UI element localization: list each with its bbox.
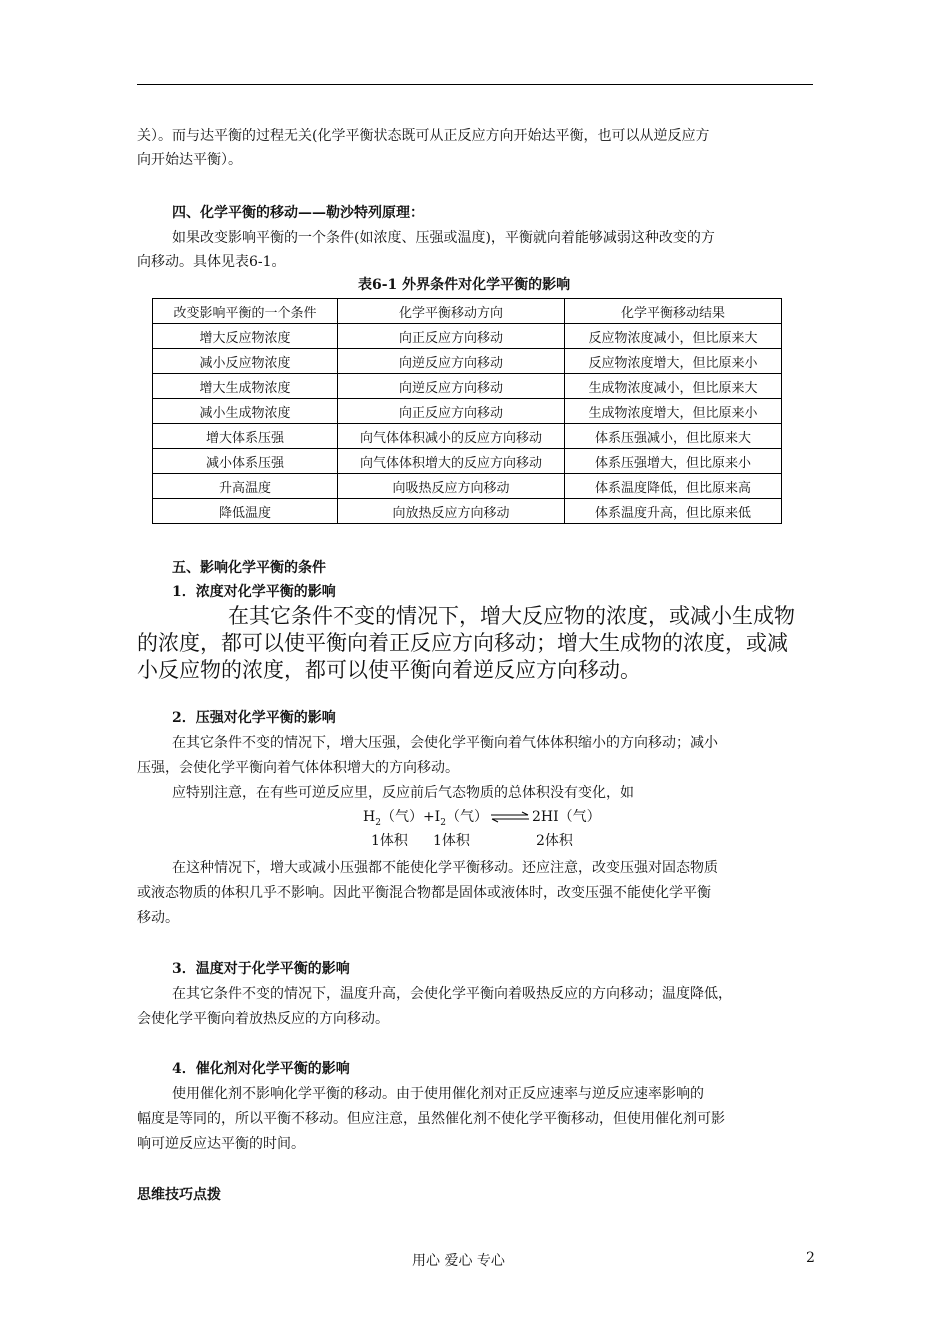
- sub1-line-1: 在其它条件不变的情况下，增大反应物的浓度，或减小生成物: [228, 604, 795, 628]
- section5-heading: 五、影响化学平衡的条件: [172, 560, 326, 576]
- equilibrium-table: [152, 298, 782, 524]
- table-cell: 减小体系压强: [153, 449, 338, 474]
- table-cell: 体系温度升高，但比原来低: [565, 499, 782, 524]
- sub2-p1-line-2: 压强，会使化学平衡向着气体体积增大的方向移动。: [137, 760, 459, 776]
- table-caption: 表6-1 外界条件对化学平衡的影响: [358, 277, 571, 293]
- table-row: [153, 399, 782, 424]
- sub2-p3-line-1: 在这种情况下，增大或减小压强都不能使化学平衡移动。还应注意，改变压强对固态物质: [172, 860, 718, 876]
- eq-h: H: [363, 809, 376, 825]
- sub3-line-1: 在其它条件不变的情况下，温度升高，会使化学平衡向着吸热反应的方向移动；温度降低，: [172, 986, 732, 1002]
- table-cell: 体系压强减小，但比原来大: [565, 424, 782, 449]
- volume-3: 2体积: [536, 833, 573, 849]
- table-row: [153, 324, 782, 349]
- eq-i-state: （气）: [445, 809, 488, 825]
- page-number: 2: [806, 1250, 815, 1266]
- table-cell: 向放热反应方向移动: [338, 499, 565, 524]
- sub1-heading: 1．浓度对化学平衡的影响: [172, 584, 336, 600]
- table-cell: 升高温度: [153, 474, 338, 499]
- intro-line-1: 关）。而与达平衡的过程无关(化学平衡状态既可从正反应方向开始达平衡，也可以从逆反应方: [137, 128, 710, 144]
- sub4-line-2: 幅度是等同的，所以平衡不移动。但应注意，虽然催化剂不使化学平衡移动，但使用催化剂可影: [137, 1111, 725, 1127]
- table-cell: 生成物浓度减小，但比原来大: [565, 374, 782, 399]
- table-cell: 向正反应方向移动: [338, 399, 565, 424]
- table-cell: 向逆反应方向移动: [338, 374, 565, 399]
- table-header-cell: 改变影响平衡的一个条件: [153, 299, 338, 324]
- table-header-cell: 化学平衡移动结果: [565, 299, 782, 324]
- table-header-row: [153, 299, 782, 324]
- volume-1: 1体积: [371, 833, 408, 849]
- eq-h-subscript: 2: [375, 817, 381, 828]
- section4-heading: 四、化学平衡的移动——勒沙特列原理：: [172, 205, 424, 221]
- sub2-p3-line-2: 或液态物质的体积几乎不影响。因此平衡混合物都是固体或液体时，改变压强不能使化学平衡: [137, 885, 711, 901]
- table-cell: 生成物浓度增大，但比原来小: [565, 399, 782, 424]
- sub3-heading: 3．温度对于化学平衡的影响: [172, 961, 350, 977]
- table-cell: 增大体系压强: [153, 424, 338, 449]
- table-cell: 减小反应物浓度: [153, 349, 338, 374]
- sub4-line-1: 使用催化剂不影响化学平衡的移动。由于使用催化剂对正反应速率与逆反应速率影响的: [172, 1086, 704, 1102]
- sub4-line-3: 响可逆反应达平衡的时间。: [137, 1136, 305, 1152]
- footer-motto: 用心 爱心 专心: [412, 1253, 505, 1269]
- table-cell: 向气体体积增大的反应方向移动: [338, 449, 565, 474]
- table-cell: 增大生成物浓度: [153, 374, 338, 399]
- table-cell: 增大反应物浓度: [153, 324, 338, 349]
- table-row: [153, 424, 782, 449]
- table-cell: 向吸热反应方向移动: [338, 474, 565, 499]
- table-row: [153, 349, 782, 374]
- sub3-line-2: 会使化学平衡向着放热反应的方向移动。: [137, 1011, 389, 1027]
- sub2-p2: 应特别注意，在有些可逆反应里，反应前后气态物质的总体积没有变化，如: [172, 785, 634, 801]
- table-cell: 向气体体积减小的反应方向移动: [338, 424, 565, 449]
- table-cell: 体系压强增大，但比原来小: [565, 449, 782, 474]
- table-cell: 降低温度: [153, 499, 338, 524]
- sub1-line-2: 的浓度，都可以使平衡向着正反应方向移动；增大生成物的浓度，或减: [137, 631, 788, 655]
- reversible-arrow-icon: [490, 811, 530, 823]
- sub2-p1-line-1: 在其它条件不变的情况下，增大压强，会使化学平衡向着气体体积缩小的方向移动；减小: [172, 735, 718, 751]
- table-row: [153, 474, 782, 499]
- eq-i-subscript: 2: [440, 817, 446, 828]
- table-cell: 反应物浓度增大，但比原来小: [565, 349, 782, 374]
- section4-para-line-1: 如果改变影响平衡的一个条件(如浓度、压强或温度)，平衡就向着能够减弱这种改变的方: [172, 230, 715, 246]
- table-cell: 体系温度降低，但比原来高: [565, 474, 782, 499]
- volume-2: 1体积: [433, 833, 470, 849]
- section4-para-line-2: 向移动。具体见表6-1。: [137, 254, 286, 270]
- sub2-heading: 2．压强对化学平衡的影响: [172, 710, 336, 726]
- table-row: [153, 374, 782, 399]
- table-header-cell: 化学平衡移动方向: [338, 299, 565, 324]
- table-row: [153, 449, 782, 474]
- intro-line-2: 向开始达平衡）。: [137, 152, 242, 168]
- eq-product: 2HI（气）: [531, 809, 601, 825]
- eq-h-state: （气）+I: [380, 809, 441, 825]
- sub1-line-3: 小反应物的浓度，都可以使平衡向着逆反应方向移动。: [137, 658, 641, 682]
- sub2-p3-line-3: 移动。: [137, 910, 179, 926]
- tips-heading: 思维技巧点拨: [137, 1187, 221, 1203]
- table-cell: 减小生成物浓度: [153, 399, 338, 424]
- sub4-heading: 4．催化剂对化学平衡的影响: [172, 1061, 350, 1077]
- table-row: [153, 499, 782, 524]
- table-cell: 向正反应方向移动: [338, 324, 565, 349]
- header-rule: [137, 84, 813, 85]
- table-cell: 反应物浓度减小，但比原来大: [565, 324, 782, 349]
- table-cell: 向逆反应方向移动: [338, 349, 565, 374]
